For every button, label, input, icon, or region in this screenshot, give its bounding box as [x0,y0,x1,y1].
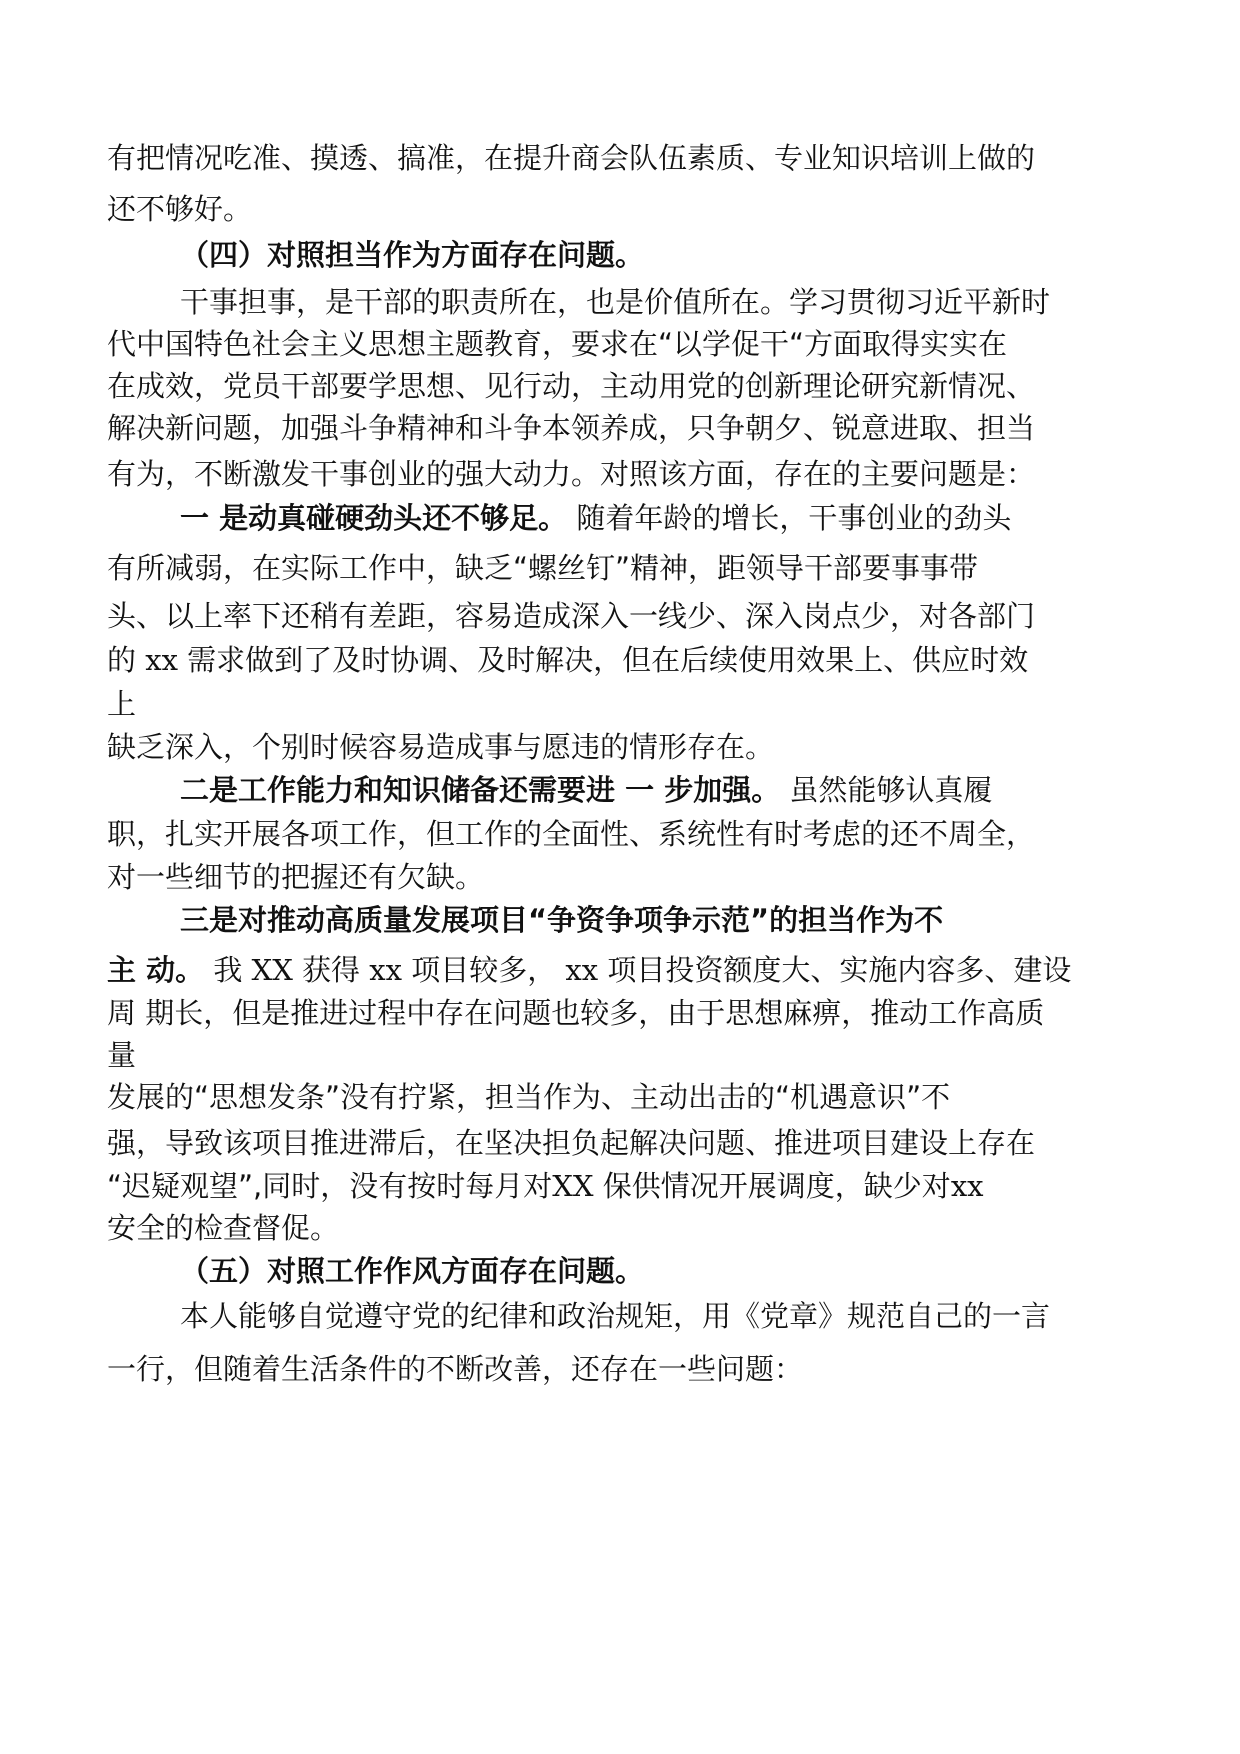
paragraph-line: 一行，但随着生活条件的不断改善，还存在一些问题： [107,1352,804,1386]
point-heading: 二是工作能力和知识储备还需要进 一 步加强。 [180,773,781,807]
paragraph-line: 解决新问题，加强斗争精神和斗争本领养成，只争朝夕、锐意进取、担当 [107,411,1036,445]
point-text: 虽然能够认真履 [780,773,993,807]
point-text: 随着年龄的增长，干事创业的劲头 [567,501,1012,535]
paragraph-line [180,771,992,809]
text-fragment-latin: xx [145,643,178,677]
paragraph-line [107,951,1071,989]
paragraph-line: 安全的检查督促。 [107,1211,340,1245]
paragraph-line: 本人能够自觉遵守党的纪律和政治规矩，用《党章》规范自己的一言 [180,1299,1051,1333]
paragraph-line: 强，导致该项目推进滞后，在坚决担负起解决问题、推进项目建设上存在 [107,1126,1036,1160]
point-heading: 主 动。 [107,953,205,987]
section-heading-5: （五）对照工作作风方面存在问题。 [180,1254,645,1288]
paragraph-line: 周 期长，但是推进过程中存在问题也较多，由于思想麻痹，推动工作高质 [107,996,1045,1030]
point-heading: 一 是动真碰硬劲头还不够足。 [180,501,568,535]
paragraph-line: 量 [107,1038,137,1072]
text-fragment: 保供情况开展调度，缺少对 [593,1169,951,1203]
paragraph-line: 代中国特色社会主义思想主题教育，要求在“以学促干“方面取得实实在 [107,327,1008,361]
paragraph-line: 在成效，党员干部要学思想、见行动，主动用党的创新理论研究新情况、 [107,369,1036,403]
text-fragment: 需求做到了及时协调、及时解决，但在后续使用效果上、供应时效 [177,643,1029,677]
text-fragment-latin: xx [950,1169,984,1203]
text-fragment-latin: 我 XX 获得 xx 项目较多， xx [204,953,608,987]
point-heading: 三是对推动高质量发展项目“争资争项争示范”的担当作为不 [180,903,944,937]
paragraph-line: 还不够好。 [107,192,253,226]
paragraph-line: 干事担事，是干部的职责所在，也是价值所在。学习贯彻习近平新时 [180,285,1051,319]
text-fragment-latin: XX [552,1169,594,1203]
paragraph-line: 对一些细节的把握还有欠缺。 [107,860,485,894]
paragraph-line: 发展的“思想发条”没有拧紧，担当作为、主动出击的“机遇意识”不 [107,1080,951,1114]
paragraph-line [180,499,1011,537]
paragraph-line: 有把情况吃准、摸透、搞准，在提升商会队伍素质、专业知识培训上做的 [107,141,1036,175]
text-fragment: 的 [107,643,146,677]
paragraph-line: 缺乏深入，个别时候容易造成事与愿违的情形存在。 [107,730,775,764]
paragraph-line: 有为，不断激发干事创业的强大动力。对照该方面，存在的主要问题是： [107,457,1036,491]
paragraph-line: 头、以上率下还稍有差距，容易造成深入一线少、深入岗点少，对各部门 [107,599,1036,633]
paragraph-line: 职，扎实开展各项工作，但工作的全面性、系统性有时考虑的还不周全， [107,817,1036,851]
paragraph-line: 有所减弱，在实际工作中，缺乏“螺丝钉”精神，距领导干部要事事带 [107,551,979,585]
text-fragment: 项目投资额度大、实施内容多、建设 [607,953,1072,987]
text-fragment: “迟疑观望”,同时，没有按时每月对 [107,1169,553,1203]
paragraph-line [107,1167,984,1205]
section-heading-4: （四）对照担当作为方面存在问题。 [180,238,645,272]
paragraph-line [107,641,1028,679]
paragraph-line: 上 [107,687,137,721]
